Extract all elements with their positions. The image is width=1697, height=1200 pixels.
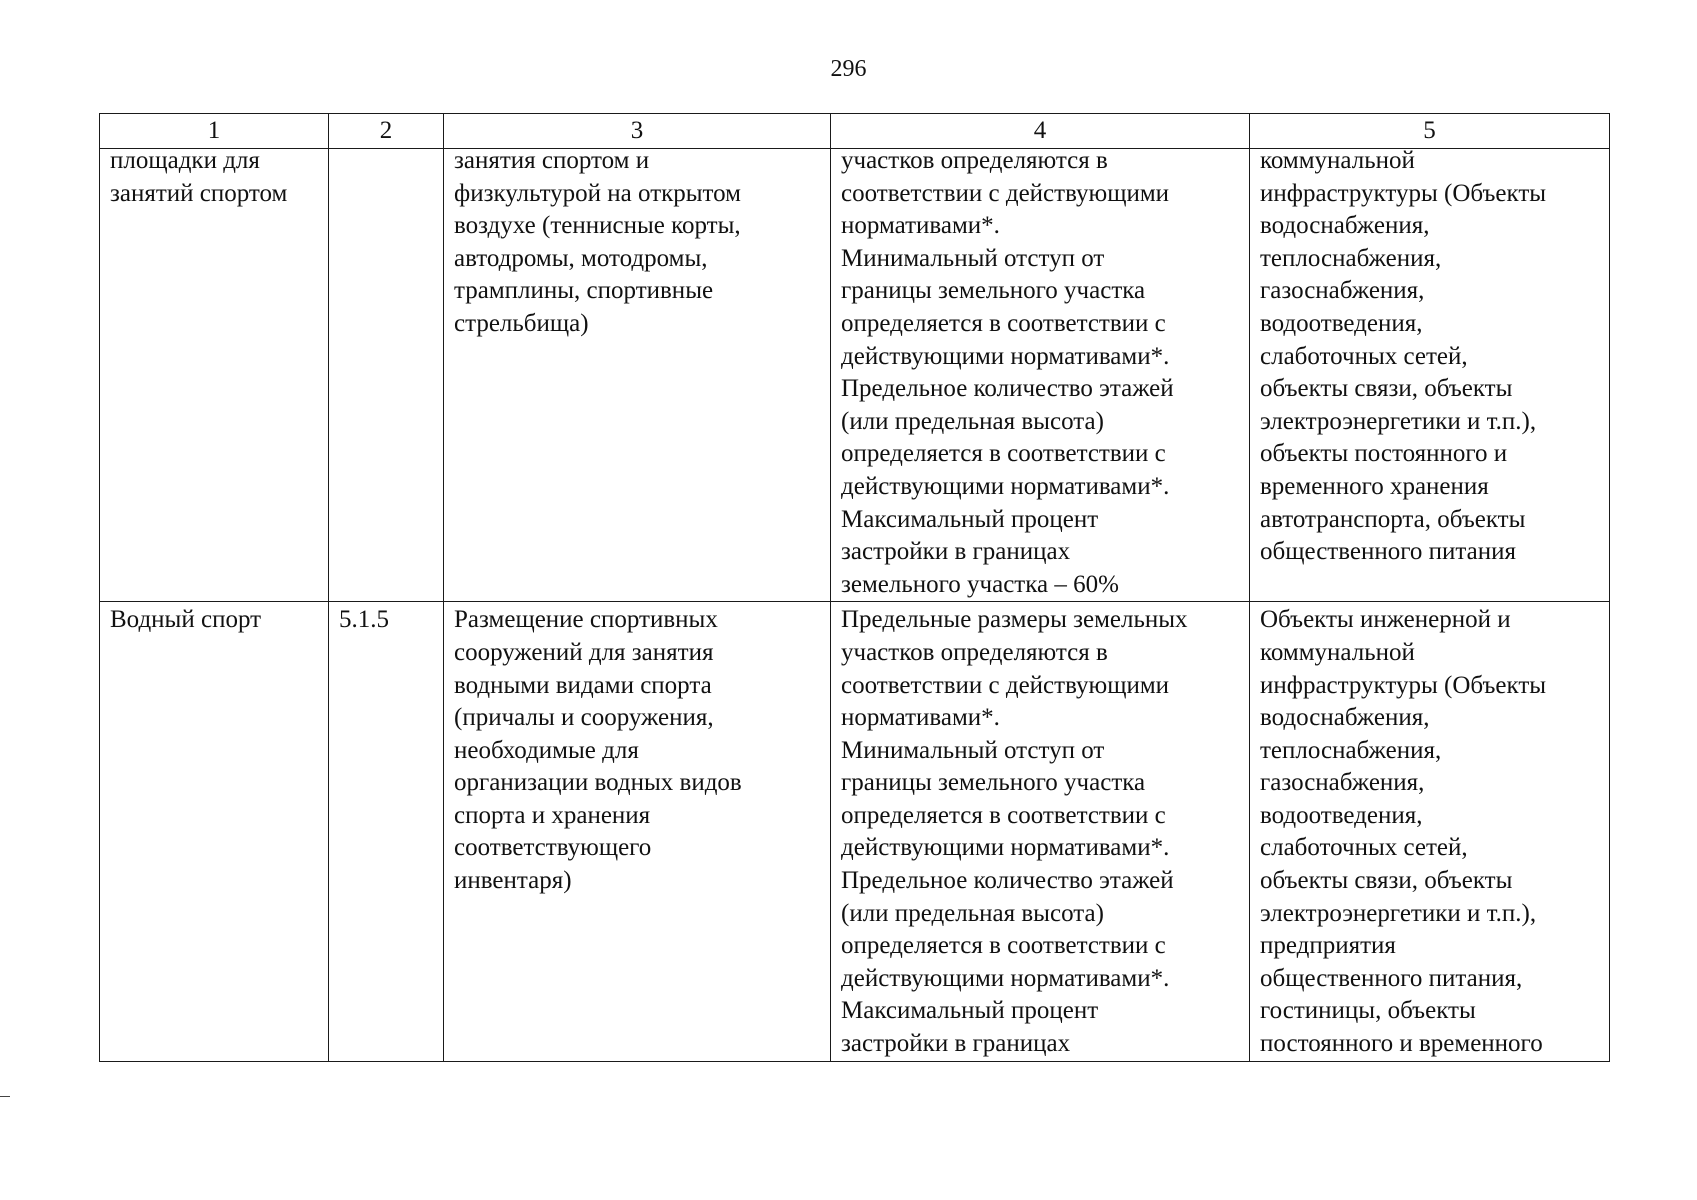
cell-text: коммунальной инфраструктуры (Объекты водоснабжения, теплоснабжения, газоснабжения, водоотведения, слаботочных сетей, объекты связи, объекты электроэнергетики и т.п.), объекты постоянного и временного хранения автотранспорта, объекты общественного питания	[1260, 148, 1547, 566]
table-row	[100, 149, 1610, 602]
cell-auxiliary-uses	[1250, 149, 1610, 602]
page-number: 296	[830, 56, 867, 82]
cell-land-use-name	[100, 602, 329, 1062]
cell-description	[444, 149, 831, 602]
header-col-2: 2	[329, 114, 444, 149]
header-col-3: 3	[444, 114, 831, 149]
cell-land-use-name	[100, 149, 329, 602]
table-row	[100, 602, 1610, 1062]
cell-auxiliary-uses	[1250, 602, 1610, 1062]
cell-text: 5.1.5	[339, 606, 389, 634]
table-body	[100, 149, 1610, 1062]
cell-parameters	[831, 149, 1250, 602]
cell-code	[329, 602, 444, 1062]
cell-text: Предельные размеры земельных участков определяются в соответствии с действующими нормативами*. Минимальный отступ от границы земельного участка определяется в соответствии с действующими нормативами*. Предельное количество этажей (или предельная высота) определяется в соответствии с действующими нормативами*. Максимальный процент застройки в границах	[841, 606, 1188, 1058]
cell-parameters	[831, 602, 1250, 1062]
margin-mark	[0, 1096, 10, 1097]
zoning-table	[99, 113, 1610, 1062]
header-col-5: 5	[1250, 114, 1610, 149]
header-col-1: 1	[100, 114, 329, 149]
cell-text: Водный спорт	[110, 606, 262, 634]
cell-text: занятия спортом и физкультурой на открытом воздухе (теннисные корты, автодромы, мотодромы, трамплины, спортивные стрельбища)	[454, 148, 741, 337]
zoning-table-container	[99, 113, 1604, 1062]
cell-text: Объекты инженерной и коммунальной инфраструктуры (Объекты водоснабжения, теплоснабжения, газоснабжения, водоотведения, слаботочных сетей, объекты связи, объекты электроэнергетики и т.п.), предприятия общественного питания, гостиницы, объекты постоянного и временного	[1260, 606, 1547, 1058]
cell-description	[444, 602, 831, 1062]
header-col-4: 4	[831, 114, 1250, 149]
cell-text: площадки для занятий спортом	[110, 148, 288, 207]
cell-text: Размещение спортивных сооружений для занятия водными видами спорта (причалы и сооружения, необходимые для организации водных видов спорта и хранения соответствующего инвентаря)	[454, 606, 742, 895]
cell-text: участков определяются в соответствии с действующими нормативами*. Минимальный отступ от границы земельного участка определяется в соответствии с действующими нормативами*. Предельное количество этажей (или предельная высота) определяется в соответствии с действующими нормативами*. Максимальный процент застройки в границах земельного участка – 60%	[841, 148, 1174, 598]
cell-code	[329, 149, 444, 602]
table-header	[100, 114, 1610, 149]
header-row	[100, 114, 1610, 149]
